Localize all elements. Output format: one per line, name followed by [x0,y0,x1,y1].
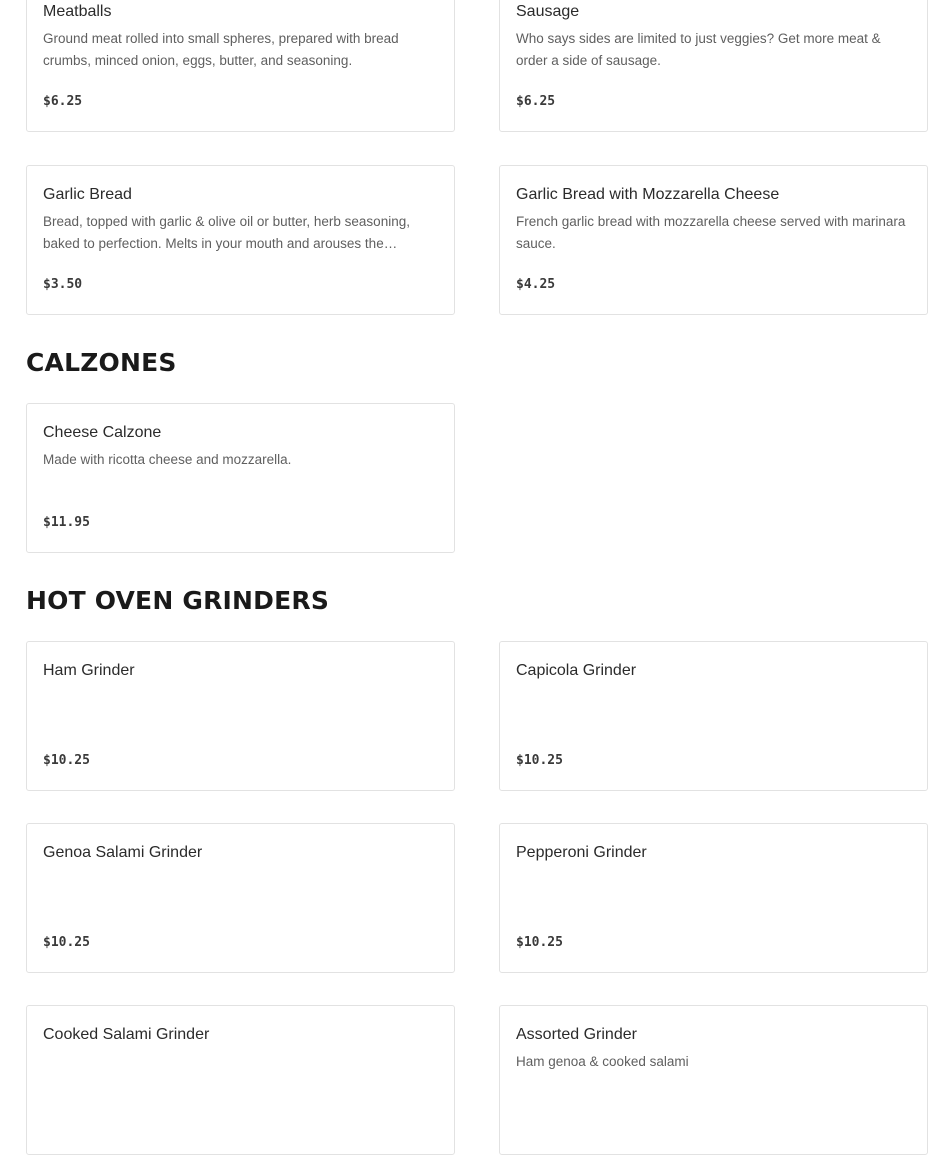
item-name: Cheese Calzone [43,424,162,441]
section-title-calzones: CALZONES [26,348,177,377]
menu-item-card[interactable] [26,165,455,315]
item-price: $10.25 [43,935,90,950]
item-price: $10.25 [43,753,90,768]
menu-item-card[interactable] [499,0,928,132]
item-name: Meatballs [43,3,112,20]
menu-item-card[interactable] [499,165,928,315]
item-description: Who says sides are limited to just veggies? Get more meat & order a side of sausage. [516,31,881,68]
item-name: Sausage [516,3,580,20]
menu-item-card[interactable] [499,1005,928,1155]
item-price: $6.25 [516,94,556,109]
item-name: Genoa Salami Grinder [43,844,203,861]
menu-item-card[interactable] [499,823,928,973]
menu-item-card[interactable] [26,403,455,553]
item-description: Ground meat rolled into small spheres, prepared with bread crumbs, minced onion, eggs, butter, and seasoning. [43,31,399,68]
item-name: Cooked Salami Grinder [43,1026,210,1043]
item-description: French garlic bread with mozzarella cheese served with marinara sauce. [516,214,906,251]
menu-item-card[interactable] [26,641,455,791]
item-name: Garlic Bread with Mozzarella Cheese [516,186,780,203]
menu-item-card[interactable] [499,641,928,791]
item-name: Assorted Grinder [516,1026,637,1043]
item-name: Garlic Bread [43,186,132,203]
item-price: $4.25 [516,277,556,292]
item-name: Pepperoni Grinder [516,844,647,861]
item-price: $11.95 [43,515,90,530]
item-name: Ham Grinder [43,662,135,679]
menu-item-card[interactable] [26,823,455,973]
item-description: Made with ricotta cheese and mozzarella. [43,452,292,467]
menu-item-card[interactable] [26,1005,455,1155]
item-price: $3.50 [43,277,83,292]
section-title-grinders: HOT OVEN GRINDERS [26,586,330,615]
item-price: $10.25 [516,753,563,768]
item-name: Capicola Grinder [516,662,637,679]
item-price: $10.25 [516,935,563,950]
item-price: $6.25 [43,94,83,109]
item-description: Ham genoa & cooked salami [516,1054,689,1069]
menu-item-card[interactable] [26,0,455,132]
item-description: Bread, topped with garlic & olive oil or butter, herb seasoning, baked to perfection. Melts in your mouth and arouses the… [43,214,410,251]
